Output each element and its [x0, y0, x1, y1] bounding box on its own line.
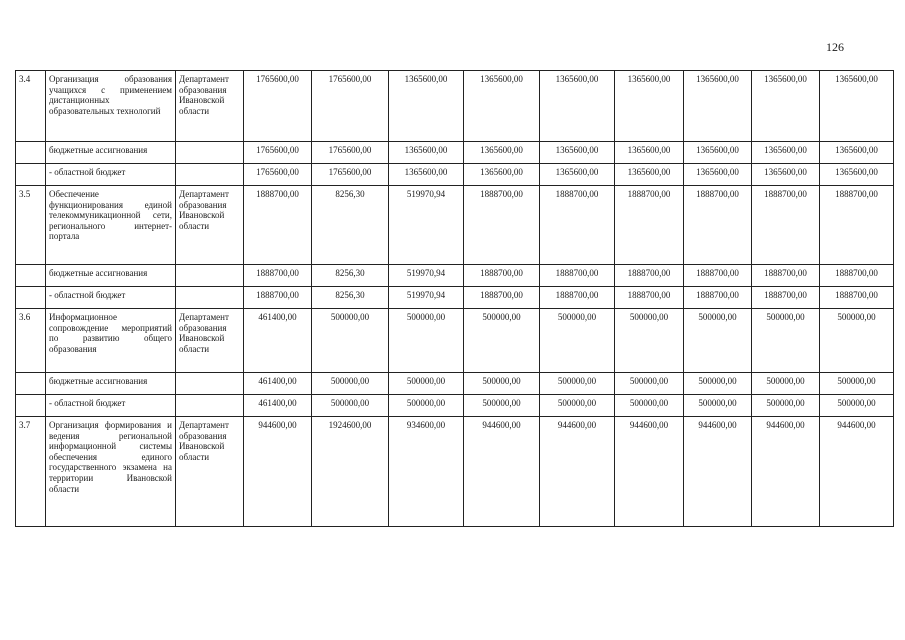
row-value: 500000,00: [540, 395, 615, 417]
row-value: 500000,00: [389, 395, 464, 417]
row-value: 944600,00: [244, 417, 312, 527]
row-value: 500000,00: [820, 395, 894, 417]
row-value: 8256,30: [312, 186, 389, 265]
row-value: 1888700,00: [684, 186, 752, 265]
table-row-item: [16, 71, 894, 142]
row-value: 1888700,00: [464, 265, 540, 287]
row-value: 500000,00: [615, 373, 684, 395]
row-name: - областной бюджет: [46, 395, 176, 417]
row-executor: [176, 287, 244, 309]
table-row-sub: [16, 164, 894, 186]
page-number: 126: [826, 40, 844, 54]
row-value: 500000,00: [684, 395, 752, 417]
row-executor: [176, 142, 244, 164]
row-name: Обеспечение функционирования единой телекоммуникационной сети, регионального интернет-портала: [46, 186, 176, 265]
row-value: 500000,00: [615, 395, 684, 417]
row-value: 500000,00: [312, 395, 389, 417]
row-value: 500000,00: [464, 395, 540, 417]
row-value: 8256,30: [312, 287, 389, 309]
row-value: 1765600,00: [312, 164, 389, 186]
row-value: 1888700,00: [684, 287, 752, 309]
row-code: 3.4: [16, 71, 46, 142]
row-code: [16, 164, 46, 186]
row-name: Информационное сопровождение мероприятий по развитию общего образования: [46, 309, 176, 373]
row-value: 461400,00: [244, 309, 312, 373]
table-row-sub: [16, 265, 894, 287]
row-value: 1888700,00: [820, 287, 894, 309]
row-value: 1888700,00: [820, 186, 894, 265]
row-value: 1765600,00: [312, 142, 389, 164]
row-value: 500000,00: [389, 309, 464, 373]
row-code: 3.5: [16, 186, 46, 265]
row-name: бюджетные ассигнования: [46, 265, 176, 287]
table-row-item: [16, 309, 894, 373]
row-value: 500000,00: [752, 395, 820, 417]
row-value: 500000,00: [312, 373, 389, 395]
row-value: 1765600,00: [244, 142, 312, 164]
row-value: 1888700,00: [615, 186, 684, 265]
table-row-item: [16, 186, 894, 265]
row-value: 1365600,00: [615, 71, 684, 142]
row-value: 1888700,00: [752, 265, 820, 287]
table-row-sub: [16, 395, 894, 417]
table-row-sub: [16, 287, 894, 309]
row-executor: Департамент образования Ивановской области: [176, 71, 244, 142]
row-value: 1365600,00: [684, 164, 752, 186]
table-row-item: [16, 417, 894, 527]
row-value: 1365600,00: [615, 164, 684, 186]
row-value: 1365600,00: [540, 142, 615, 164]
budget-table: [15, 70, 894, 527]
row-value: 500000,00: [684, 373, 752, 395]
row-value: 1888700,00: [540, 265, 615, 287]
row-value: 1888700,00: [464, 186, 540, 265]
row-executor: [176, 373, 244, 395]
row-value: 500000,00: [752, 373, 820, 395]
row-executor: [176, 265, 244, 287]
row-value: 500000,00: [540, 309, 615, 373]
row-value: 500000,00: [684, 309, 752, 373]
row-value: 944600,00: [464, 417, 540, 527]
row-value: 1365600,00: [540, 164, 615, 186]
row-value: 1888700,00: [615, 287, 684, 309]
row-value: 944600,00: [540, 417, 615, 527]
row-value: 500000,00: [312, 309, 389, 373]
row-value: 1888700,00: [684, 265, 752, 287]
row-executor: [176, 395, 244, 417]
row-value: 1365600,00: [752, 164, 820, 186]
row-value: 500000,00: [464, 373, 540, 395]
row-name: - областной бюджет: [46, 287, 176, 309]
row-value: 500000,00: [464, 309, 540, 373]
row-value: 1888700,00: [752, 287, 820, 309]
row-value: 1365600,00: [820, 164, 894, 186]
row-code: [16, 265, 46, 287]
row-value: 461400,00: [244, 395, 312, 417]
row-value: 1365600,00: [464, 164, 540, 186]
row-value: 1765600,00: [244, 71, 312, 142]
row-value: 934600,00: [389, 417, 464, 527]
row-value: 519970,94: [389, 186, 464, 265]
row-value: 1365600,00: [389, 142, 464, 164]
row-value: 500000,00: [540, 373, 615, 395]
row-value: 1365600,00: [540, 71, 615, 142]
row-name: Организация образования учащихся с применением дистанционных образовательных технологий: [46, 71, 176, 142]
row-value: 461400,00: [244, 373, 312, 395]
row-code: [16, 373, 46, 395]
row-value: 1365600,00: [752, 71, 820, 142]
row-value: 500000,00: [820, 373, 894, 395]
row-value: 1365600,00: [389, 164, 464, 186]
table-row-sub: [16, 373, 894, 395]
row-value: 1888700,00: [540, 186, 615, 265]
row-value: 1888700,00: [244, 287, 312, 309]
row-value: 1365600,00: [752, 142, 820, 164]
row-value: 944600,00: [752, 417, 820, 527]
row-value: 500000,00: [752, 309, 820, 373]
row-code: 3.7: [16, 417, 46, 527]
row-value: 944600,00: [820, 417, 894, 527]
row-value: 500000,00: [389, 373, 464, 395]
row-value: 1365600,00: [684, 71, 752, 142]
row-value: 1888700,00: [244, 265, 312, 287]
row-value: 1365600,00: [684, 142, 752, 164]
row-value: 1888700,00: [244, 186, 312, 265]
row-value: 1365600,00: [820, 71, 894, 142]
row-value: 1888700,00: [615, 265, 684, 287]
row-code: [16, 142, 46, 164]
row-value: 1365600,00: [820, 142, 894, 164]
row-value: 1888700,00: [540, 287, 615, 309]
row-name: Организация формирования и ведения региональной информационной системы обеспечения единого государственного экзамена на территории Ивановской области: [46, 417, 176, 527]
row-value: 1888700,00: [464, 287, 540, 309]
row-name: бюджетные ассигнования: [46, 373, 176, 395]
row-value: 1888700,00: [820, 265, 894, 287]
row-value: 1365600,00: [464, 71, 540, 142]
row-name: - областной бюджет: [46, 164, 176, 186]
row-executor: Департамент образования Ивановской области: [176, 417, 244, 527]
row-executor: [176, 164, 244, 186]
row-value: 8256,30: [312, 265, 389, 287]
row-code: [16, 395, 46, 417]
row-value: 1365600,00: [615, 142, 684, 164]
row-code: [16, 287, 46, 309]
row-value: 1924600,00: [312, 417, 389, 527]
row-value: 944600,00: [615, 417, 684, 527]
row-value: 500000,00: [820, 309, 894, 373]
row-executor: Департамент образования Ивановской области: [176, 309, 244, 373]
row-value: 1365600,00: [389, 71, 464, 142]
row-value: 944600,00: [684, 417, 752, 527]
row-value: 1365600,00: [464, 142, 540, 164]
row-code: 3.6: [16, 309, 46, 373]
row-value: 519970,94: [389, 287, 464, 309]
table-body: [16, 71, 894, 527]
table-row-sub: [16, 142, 894, 164]
row-value: 500000,00: [615, 309, 684, 373]
row-name: бюджетные ассигнования: [46, 142, 176, 164]
row-value: 1765600,00: [312, 71, 389, 142]
row-value: 1765600,00: [244, 164, 312, 186]
row-value: 1888700,00: [752, 186, 820, 265]
row-value: 519970,94: [389, 265, 464, 287]
row-executor: Департамент образования Ивановской области: [176, 186, 244, 265]
